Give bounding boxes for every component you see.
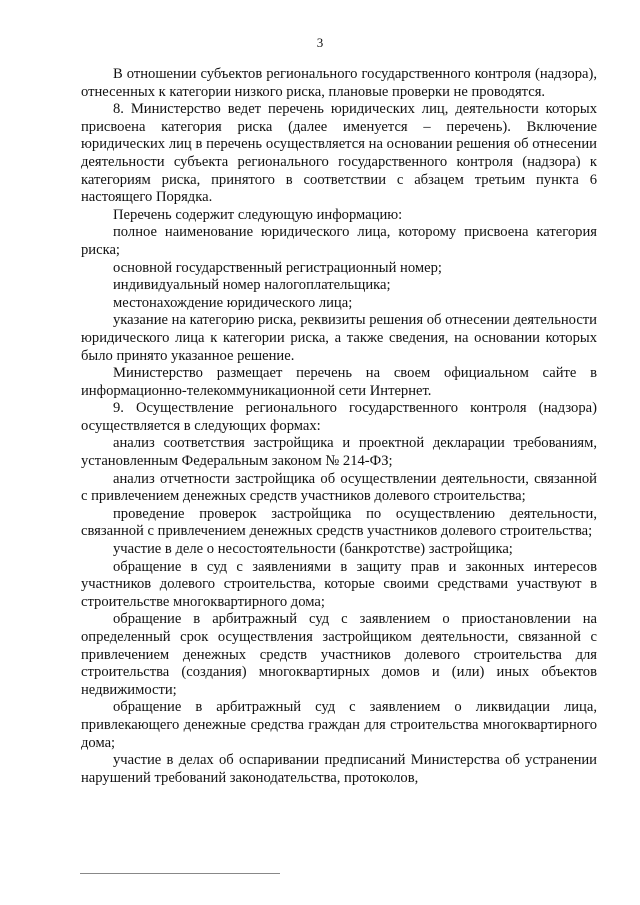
paragraph-15: обращение в суд с заявлениями в защиту прав и законных интересов участников долевого строительства, которые своими средствами участвуют в строительстве многоквартирного дома; bbox=[81, 558, 597, 610]
paragraph-10: 9. Осуществление регионального государственного контроля (надзора) осуществляется в следующих формах: bbox=[81, 400, 597, 434]
paragraph-5: основной государственный регистрационный номер; bbox=[113, 259, 442, 276]
paragraph-8: указание на категорию риска, реквизиты решения об отнесении деятельности юридического лица к категории риска, а также сведения, на основании которых было принято указанное решение. bbox=[81, 312, 597, 364]
page-number: 3 bbox=[316, 35, 324, 50]
paragraph-11: анализ соответствия застройщика и проектной декларации требованиям, установленным Федеральным законом № 214-ФЗ; bbox=[81, 435, 597, 470]
paragraph-12: анализ отчетности застройщика об осуществлении деятельности, связанной с привлечением денежных средств участников долевого строительства; bbox=[81, 470, 597, 505]
paragraph-2: 8. Министерство ведет перечень юридических лиц, деятельности которых присвоена категория риска (далее именуется – перечень). Включение юридических лиц в перечень осуществляется на основании решения об отнесении деятельности субъекта регионального государственного контроля (надзора) к категориям риска, принятого в соответствии с абзацем третьим пункта 6 настоящего Порядка. bbox=[81, 101, 597, 206]
paragraph-18: участие в делах об оспаривании предписаний Министерства об устранении нарушений требований законодательства, протоколов, bbox=[81, 752, 597, 786]
paragraph-14: участие в деле о несостоятельности (банкротстве) застройщика; bbox=[113, 541, 513, 558]
footer-rule bbox=[80, 873, 280, 874]
paragraph-4: полное наименование юридического лица, которому присвоена категория риска; bbox=[81, 224, 597, 258]
paragraph-3: Перечень содержит следующую информацию: bbox=[113, 206, 403, 223]
paragraph-9: Министерство размещает перечень на своем официальном сайте в информационно-телекоммуникационной сети Интернет. bbox=[81, 365, 597, 399]
paragraph-6: индивидуальный номер налогоплательщика; bbox=[113, 277, 391, 294]
paragraph-17: обращение в арбитражный суд с заявлением о ликвидации лица, привлекающего денежные средства граждан для строительства многоквартирного дома; bbox=[81, 699, 597, 751]
paragraph-16: обращение в арбитражный суд с заявлением о приостановлении на определенный срок осуществления застройщиком деятельности, связанной с привлечением денежных средств участников долевого строительства для строительства (создания) многоквартирных домов и (или) иных объектов недвижимости; bbox=[81, 611, 597, 698]
paragraph-7: местонахождение юридического лица; bbox=[113, 294, 353, 311]
paragraph-1: В отношении субъектов регионального государственного контроля (надзора), отнесенных к категории низкого риска, плановые проверки не проводятся. bbox=[81, 66, 597, 100]
document-body bbox=[81, 66, 597, 787]
paragraph-13: проведение проверок застройщика по осуществлению деятельности, связанной с привлечением денежных средств участников долевого строительства; bbox=[81, 505, 597, 540]
